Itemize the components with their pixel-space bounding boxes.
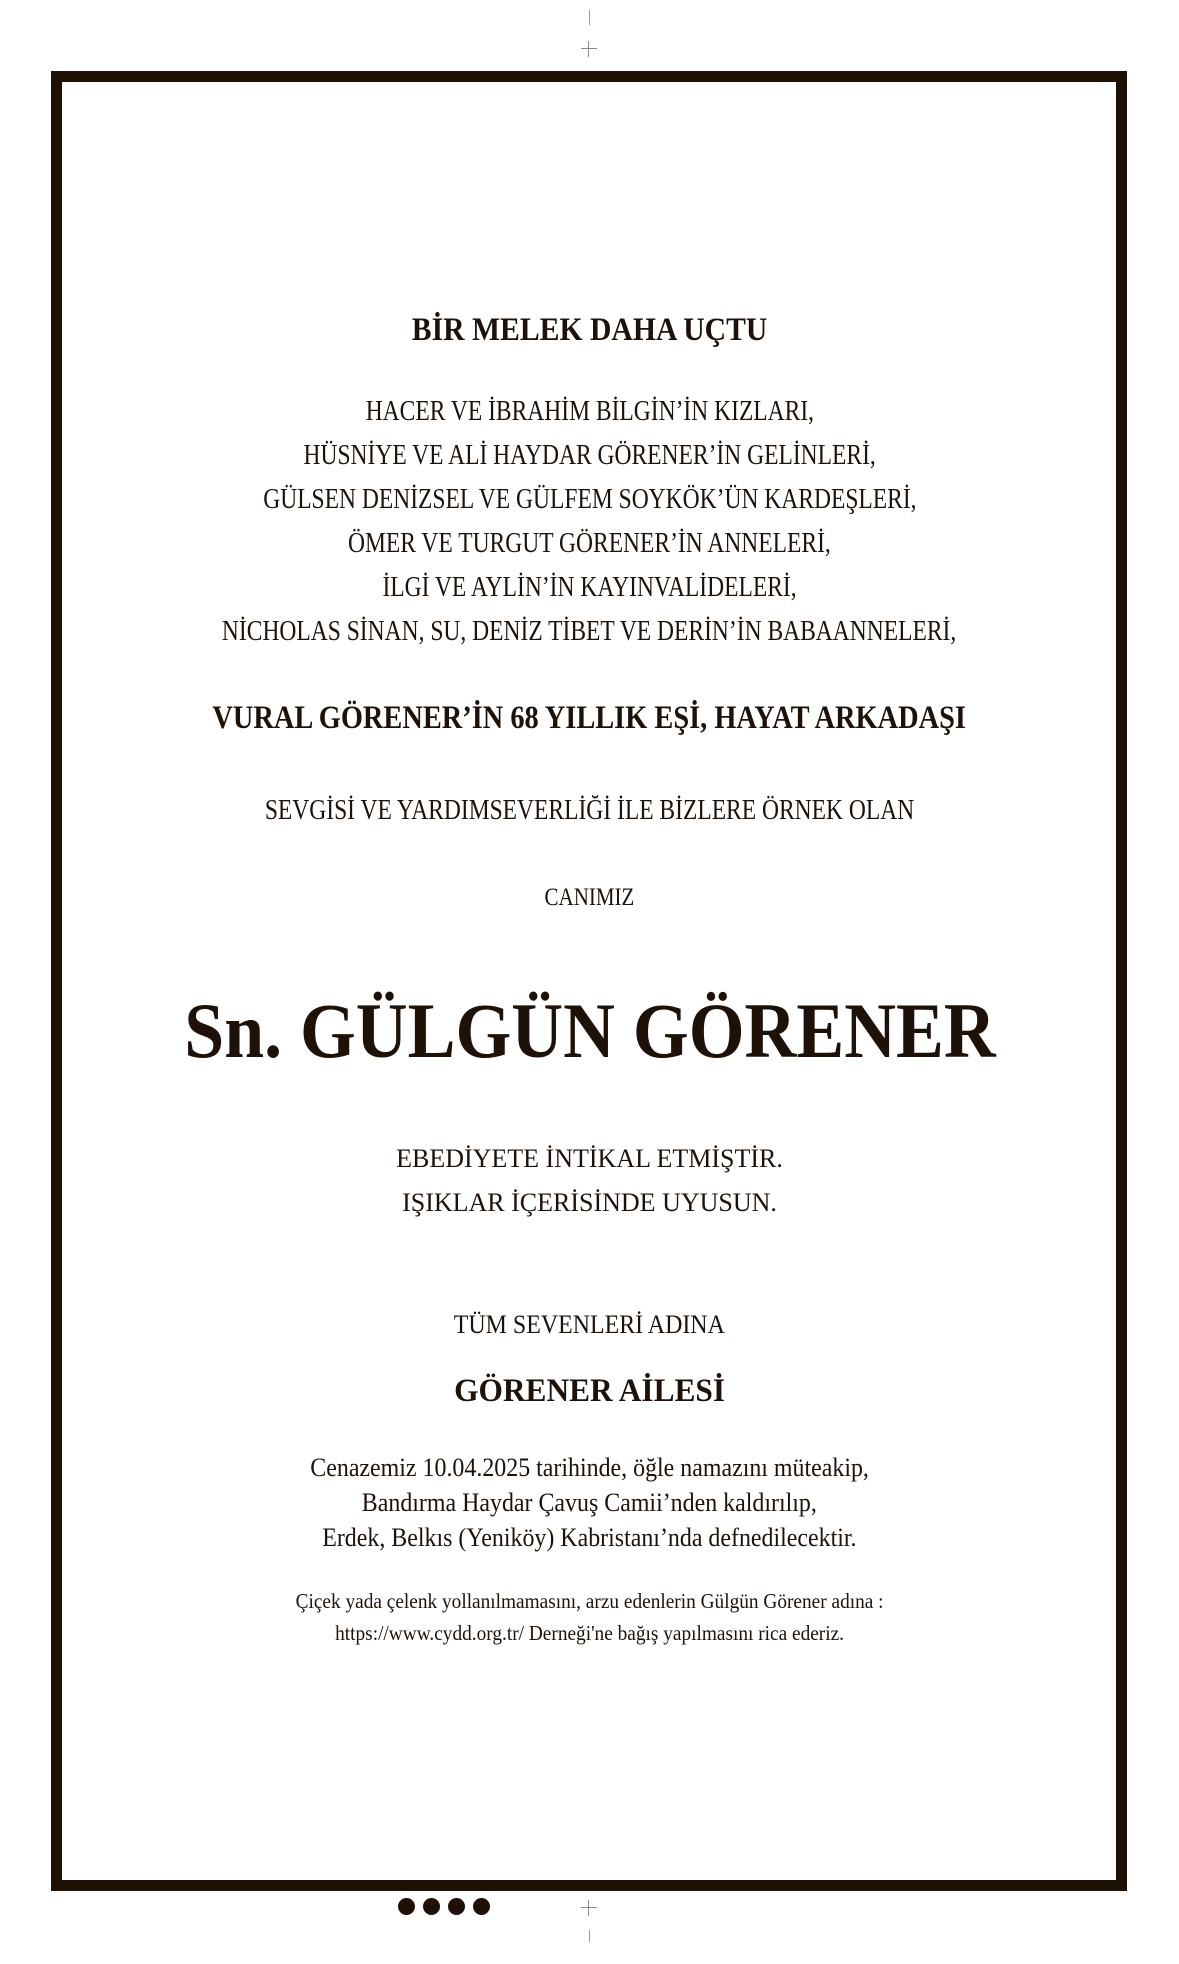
passing-line [0, 1146, 1179, 1172]
spouse-line [0, 702, 1179, 735]
obituary-headline [0, 314, 1179, 347]
passing-line-text: IŞIKLAR İÇERİSİNDE UYUSUN. [402, 1188, 777, 1217]
endearment-line [0, 885, 1179, 910]
donation-note-line [0, 1623, 1179, 1644]
tribute-line-text: SEVGİSİ VE YARDIMSEVERLİĞİ İLE BİZLERE ÖRNEK OLAN [264, 795, 915, 826]
relation-line [0, 442, 1179, 470]
relation-text: HACER VE İBRAHİM BİLGİN’İN KIZLARI, [365, 396, 814, 427]
relation-line [0, 618, 1179, 646]
registration-dot-icon [398, 1898, 415, 1915]
funeral-detail-text: Erdek, Belkıs (Yeniköy) Kabristanı’nda defnedilecektir. [322, 1523, 857, 1552]
funeral-detail-text: Cenazemiz 10.04.2025 tarihinde, öğle namazını müteakip, [310, 1453, 869, 1482]
bottom-registration-crosshair-icon [581, 1900, 597, 1916]
relation-text: GÜLSEN DENİZSEL VE GÜLFEM SOYKÖK’ÜN KARDEŞLERİ, [262, 484, 917, 515]
relation-line [0, 486, 1179, 514]
passing-line [0, 1190, 1179, 1216]
relation-line [0, 398, 1179, 426]
relation-text: ÖMER VE TURGUT GÖRENER’İN ANNELERİ, [348, 528, 831, 559]
funeral-detail-line [0, 1490, 1179, 1516]
donation-note-line [0, 1591, 1179, 1612]
funeral-detail-line [0, 1455, 1179, 1481]
on-behalf-text: TÜM SEVENLERİ ADINA [453, 1310, 726, 1339]
relation-line [0, 530, 1179, 558]
family-signature [0, 1375, 1179, 1408]
top-registration-tick [589, 10, 590, 25]
relation-line [0, 574, 1179, 602]
deceased-name-text: Sn. GÜLGÜN GÖRENER [183, 987, 996, 1074]
donation-note-text: Çiçek yada çelenk yollanılmamasını, arzu edenlerin Gülgün Görener adına : [295, 1589, 884, 1613]
relation-text: İLGİ VE AYLİN’İN KAYINVALİDELERİ, [382, 572, 797, 603]
tribute-line [0, 797, 1179, 825]
spouse-line-text: VURAL GÖRENER’İN 68 YILLIK EŞİ, HAYAT ARKADAŞI [212, 700, 967, 736]
funeral-detail-line [0, 1525, 1179, 1551]
relation-text: NİCHOLAS SİNAN, SU, DENİZ TİBET VE DERİN’İN BABAANNELERİ, [222, 616, 957, 647]
endearment-text: CANIMIZ [544, 884, 635, 911]
obituary-headline-text: BİR MELEK DAHA UÇTU [411, 312, 768, 348]
top-registration-crosshair-icon [581, 41, 597, 57]
color-registration-dots [398, 1898, 490, 1915]
passing-line-text: EBEDİYETE İNTİKAL ETMİŞTİR. [396, 1144, 783, 1173]
donation-note-text: https://www.cydd.org.tr/ Derneği'ne bağış yapılmasını rica ederiz. [335, 1621, 844, 1645]
funeral-detail-text: Bandırma Haydar Çavuş Camii’nden kaldırılıp, [361, 1488, 818, 1517]
bottom-registration-tick [589, 1930, 590, 1942]
deceased-name [0, 987, 1179, 1074]
registration-dot-icon [473, 1898, 490, 1915]
relation-text: HÜSNİYE VE ALİ HAYDAR GÖRENER’İN GELİNLERİ, [303, 440, 876, 471]
family-signature-text: GÖRENER AİLESİ [454, 1373, 725, 1409]
on-behalf-line [0, 1312, 1179, 1338]
registration-dot-icon [423, 1898, 440, 1915]
registration-dot-icon [448, 1898, 465, 1915]
